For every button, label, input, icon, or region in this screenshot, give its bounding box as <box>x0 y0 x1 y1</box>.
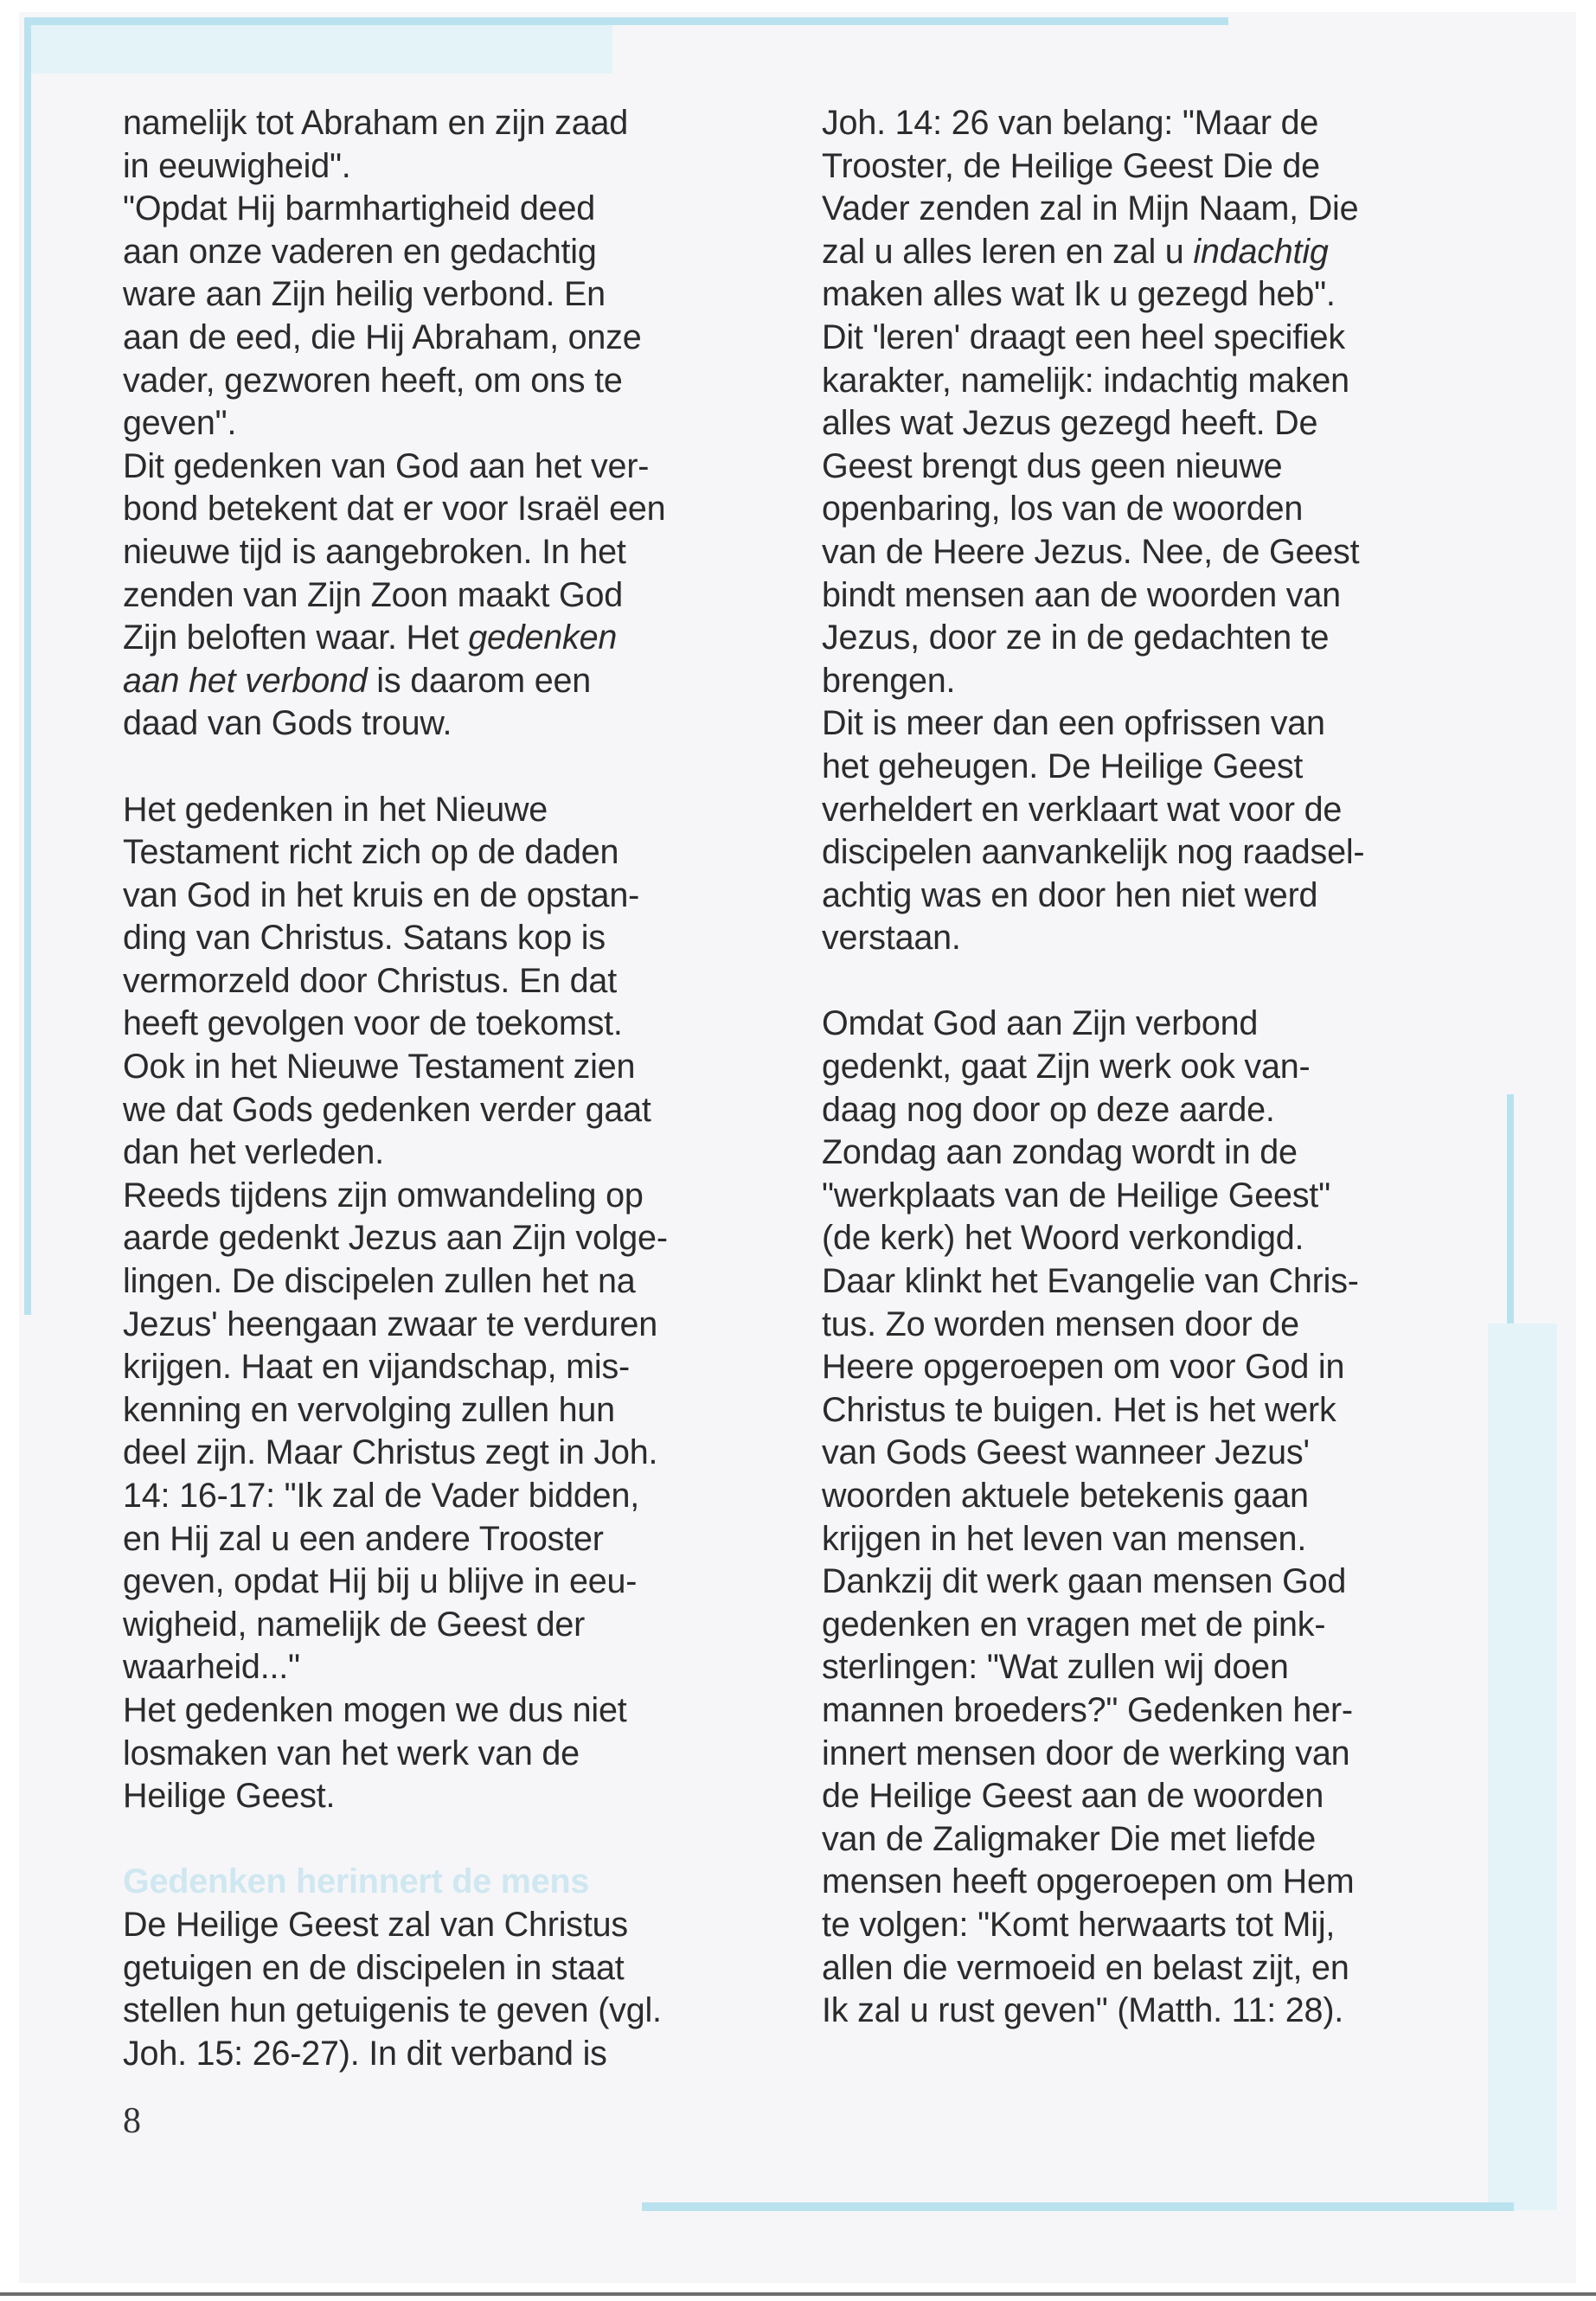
top-rule-fade <box>24 25 612 74</box>
text-line: van de Zaligmaker Die met liefde <box>822 1819 1316 1858</box>
text-line: mensen heeft opgeroepen om Hem <box>822 1862 1355 1901</box>
text-line: Omdat God aan Zijn verbond <box>822 1004 1259 1043</box>
text-line: alles wat Jezus gezegd heeft. De <box>822 404 1318 443</box>
text-line: vader, gezworen heeft, om ons te <box>123 361 623 400</box>
text-line: waarheid..." <box>123 1648 300 1687</box>
text-line: geven". <box>123 404 237 443</box>
text-line: aarde gedenkt Jezus aan Zijn volge- <box>123 1219 668 1258</box>
text-run: Zijn beloften waar. Het <box>123 619 469 657</box>
scan-edge-line <box>0 2292 1596 2296</box>
text-line: kenning en vervolging zullen hun <box>123 1390 615 1429</box>
emphasis-text: indachtig <box>1193 232 1329 271</box>
left-paragraph-1 <box>123 102 780 746</box>
left-paragraph-2 <box>123 789 780 1818</box>
text-line: Dankzij dit werk gaan mensen God <box>822 1562 1347 1601</box>
text-line: heeft gevolgen voor de toekomst. <box>123 1004 623 1043</box>
text-line: verheldert en verklaart wat voor de <box>822 790 1343 829</box>
text-line: Trooster, de Heilige Geest Die de <box>822 146 1320 185</box>
text-line: geven, opdat Hij bij u blijve in eeu- <box>123 1562 638 1601</box>
text-line: Daar klinkt het Evangelie van Chris- <box>822 1262 1359 1301</box>
paragraph-gap <box>123 746 780 789</box>
text-line: aan onze vaderen en gedachtig <box>123 232 597 271</box>
text-line: Het gedenken mogen we dus niet <box>123 1690 627 1729</box>
text-line <box>822 231 1479 274</box>
text-line: karakter, namelijk: indachtig maken <box>822 361 1349 400</box>
page-number: 8 <box>123 2101 141 2141</box>
text-line: daad van Gods trouw. <box>123 704 452 743</box>
text-line: getuigen en de discipelen in staat <box>123 1948 625 1987</box>
text-line: Dit gedenken van God aan het ver- <box>123 446 650 485</box>
text-line: brengen. <box>822 661 956 700</box>
right-column <box>822 102 1479 2033</box>
text-line: van de Heere Jezus. Nee, de Geest <box>822 532 1360 571</box>
text-line: namelijk tot Abraham en zijn zaad <box>123 104 629 142</box>
text-line: sterlingen: "Wat zullen wij doen <box>822 1648 1289 1687</box>
left-column <box>123 102 780 2075</box>
text-line: zenden van Zijn Zoon maakt God <box>123 575 624 614</box>
left-paragraph-3 <box>123 1904 780 2075</box>
text-line: dan het verleden. <box>123 1133 384 1172</box>
text-line: De Heilige Geest zal van Christus <box>123 1905 628 1944</box>
text-line: achtig was en door hen niet werd <box>822 875 1318 914</box>
text-line: gedenkt, gaat Zijn werk ook van- <box>822 1048 1311 1086</box>
top-rule <box>24 17 1228 25</box>
text-line: ding van Christus. Satans kop is <box>123 919 606 958</box>
text-line: openbaring, los van de woorden <box>822 490 1304 529</box>
text-line: Christus te buigen. Het is het werk <box>822 1390 1336 1429</box>
text-line: we dat Gods gedenken verder gaat <box>123 1090 651 1129</box>
right-paragraph-2 <box>822 1003 1479 2032</box>
text-line: Jezus' heengaan zwaar te verduren <box>123 1304 657 1343</box>
text-line: discipelen aanvankelijk nog raadsel- <box>822 833 1365 872</box>
text-line: Zondag aan zondag wordt in de <box>822 1133 1298 1172</box>
text-line: Ik zal u rust geven" (Matth. 11: 28). <box>822 1991 1344 2030</box>
text-line: deel zijn. Maar Christus zegt in Joh. <box>123 1433 658 1472</box>
text-line: wigheid, namelijk de Geest der <box>123 1605 586 1644</box>
right-rule-fade <box>1488 1324 1557 2210</box>
text-line: nieuwe tijd is aangebroken. In het <box>123 532 626 571</box>
text-line: Geest brengt dus geen nieuwe <box>822 446 1283 485</box>
text-line: gedenken en vragen met de pink- <box>822 1605 1326 1644</box>
text-line: (de kerk) het Woord verkondigd. <box>822 1219 1304 1258</box>
text-line: Dit 'leren' draagt een heel specifiek <box>822 317 1345 356</box>
text-line: Testament richt zich op de daden <box>123 833 619 872</box>
text-line: Jezus, door ze in de gedachten te <box>822 619 1330 657</box>
text-line: Het gedenken in het Nieuwe <box>123 790 548 829</box>
text-line: van Gods Geest wanneer Jezus' <box>822 1433 1310 1472</box>
text-line: innert mensen door de werking van <box>822 1734 1350 1772</box>
text-line: Heere opgeroepen om voor God in <box>822 1348 1345 1387</box>
text-line: verstaan. <box>822 919 961 958</box>
text-run: zal u alles leren en zal u <box>822 232 1194 271</box>
text-line: daag nog door op deze aarde. <box>822 1090 1275 1129</box>
text-line: bond betekent dat er voor Israël een <box>123 490 666 529</box>
section-heading: Gedenken herinnert de mens <box>123 1862 590 1901</box>
text-line: van God in het kruis en de opstan- <box>123 875 640 914</box>
text-run: is daarom een <box>367 661 591 700</box>
text-line: losmaken van het werk van de <box>123 1734 580 1772</box>
text-line: "Opdat Hij barmhartigheid deed <box>123 189 595 228</box>
text-line <box>123 660 780 703</box>
text-line: "werkplaats van de Heilige Geest" <box>822 1176 1330 1215</box>
text-line: aan de eed, die Hij Abraham, onze <box>123 317 642 356</box>
right-paragraph-1 <box>822 102 1479 960</box>
text-line: te volgen: "Komt herwaarts tot Mij, <box>822 1905 1336 1944</box>
text-line: het geheugen. De Heilige Geest <box>822 747 1304 785</box>
emphasis-text: aan het verbond <box>123 661 368 700</box>
text-line: krijgen. Haat en vijandschap, mis- <box>123 1348 630 1387</box>
text-line: krijgen in het leven van mensen. <box>822 1519 1307 1558</box>
left-rule <box>24 17 31 1315</box>
emphasis-text: gedenken <box>468 619 618 657</box>
text-line: lingen. De discipelen zullen het na <box>123 1262 636 1301</box>
text-line: Joh. 14: 26 van belang: "Maar de <box>822 104 1319 142</box>
text-line <box>123 617 780 660</box>
bottom-rule <box>642 2202 1514 2211</box>
paragraph-gap <box>822 960 1479 1003</box>
text-line: maken alles wat Ik u gezegd heb". <box>822 275 1336 314</box>
text-line: Joh. 15: 26-27). In dit verband is <box>123 2034 607 2073</box>
text-line: woorden aktuele betekenis gaan <box>822 1477 1309 1515</box>
text-line: vermorzeld door Christus. En dat <box>123 961 617 1000</box>
text-line: Heilige Geest. <box>123 1777 336 1816</box>
text-line: de Heilige Geest aan de woorden <box>822 1777 1324 1816</box>
text-line: mannen broeders?" Gedenken her- <box>822 1690 1353 1729</box>
text-line: tus. Zo worden mensen door de <box>822 1304 1299 1343</box>
paragraph-gap <box>123 1818 780 1862</box>
text-line: Reeds tijdens zijn omwandeling op <box>123 1176 644 1215</box>
text-line: in eeuwigheid". <box>123 146 351 185</box>
text-line: allen die vermoeid en belast zijt, en <box>822 1948 1349 1987</box>
text-line: Dit is meer dan een opfrissen van <box>822 704 1325 743</box>
text-line: 14: 16-17: "Ik zal de Vader bidden, <box>123 1477 639 1515</box>
text-line: ware aan Zijn heilig verbond. En <box>123 275 606 314</box>
text-line: bindt mensen aan de woorden van <box>822 575 1341 614</box>
text-line: Vader zenden zal in Mijn Naam, Die <box>822 189 1359 228</box>
text-line: en Hij zal u een andere Trooster <box>123 1519 604 1558</box>
text-line: Ook in het Nieuwe Testament zien <box>123 1048 636 1086</box>
text-line: stellen hun getuigenis te geven (vgl. <box>123 1991 662 2030</box>
